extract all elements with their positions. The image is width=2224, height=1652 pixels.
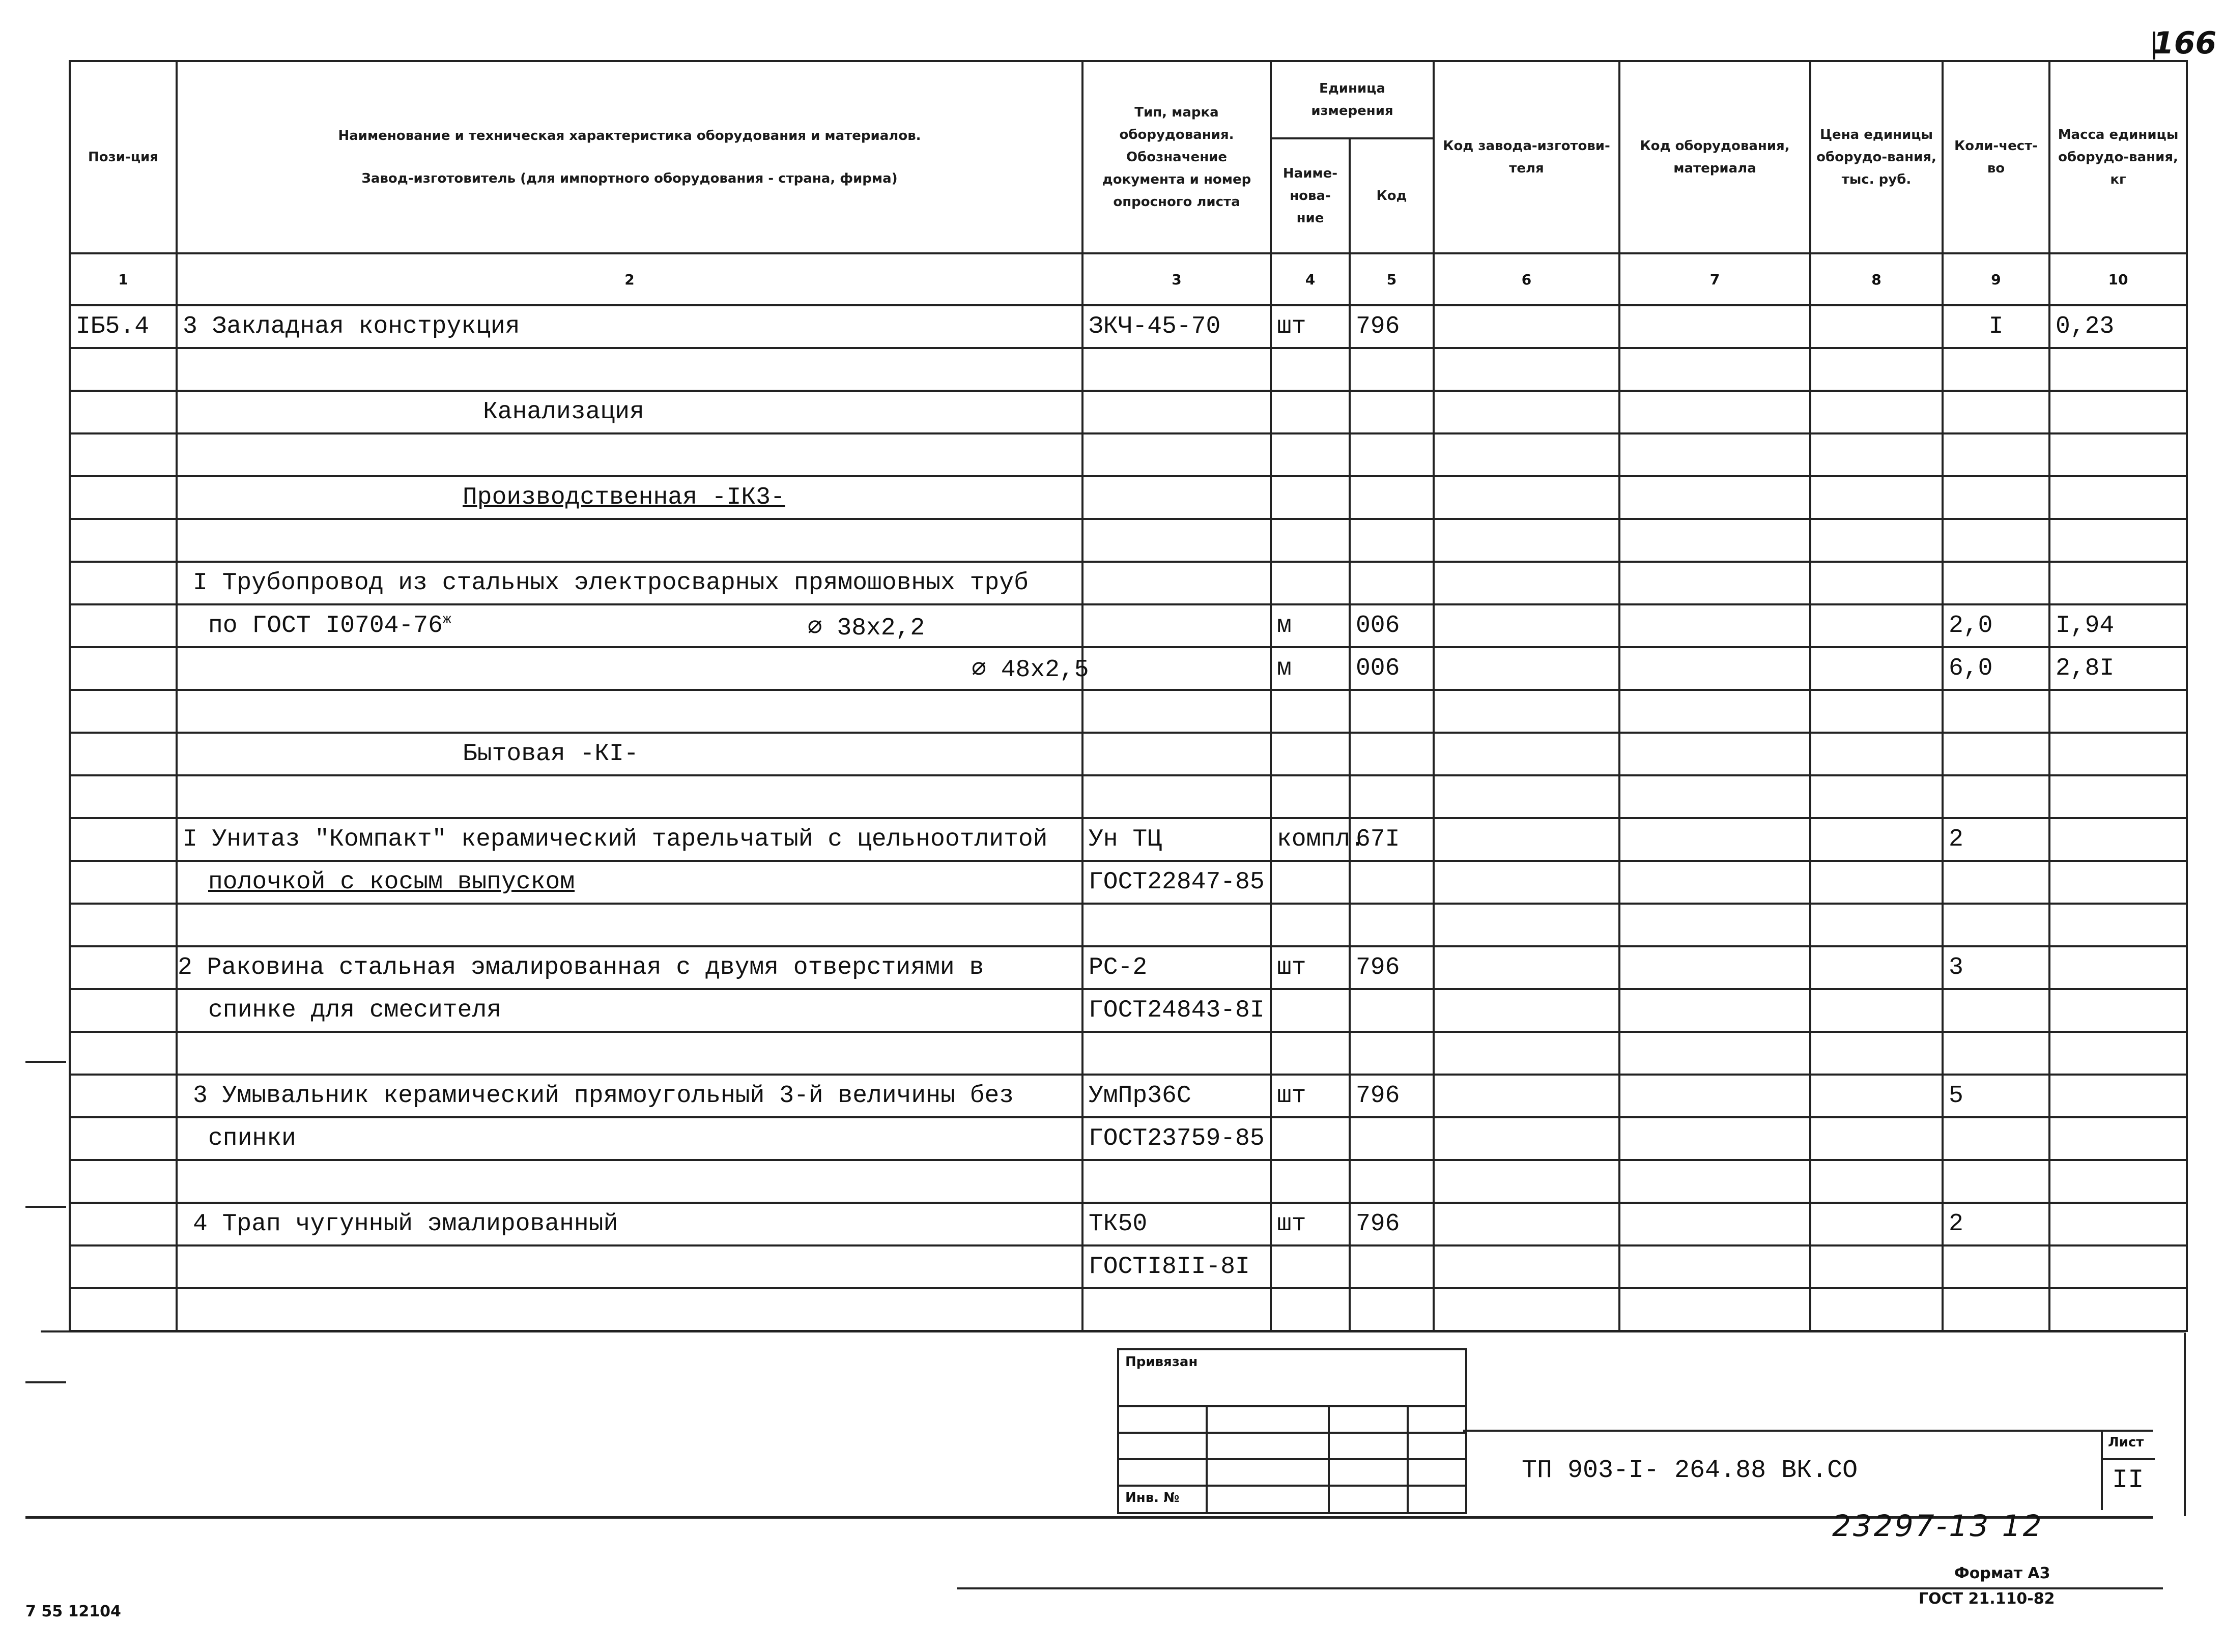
table-row (70, 476, 2187, 519)
sheet-value: II (2112, 1465, 2144, 1495)
cell-qty: 2,0 (1943, 604, 2049, 647)
column-number: 6 (1434, 253, 1619, 305)
cell-name (177, 861, 1082, 904)
table-row (70, 604, 2187, 647)
cell-name: I Трубопровод из стальных электросварных прямошовных труб (177, 562, 1082, 604)
cell-unit: компл. (1271, 818, 1350, 861)
table-row (70, 1245, 2187, 1288)
table-row (70, 989, 2187, 1032)
pipe-size: ⌀ 38х2,2 (807, 615, 925, 642)
cell-unit: м (1271, 647, 1350, 690)
footnote-mark: ж (442, 612, 451, 628)
stamp-label: Привязан (1125, 1354, 1198, 1370)
archive-code: 7 55 12104 (25, 1603, 121, 1620)
frame-line (957, 1587, 2163, 1589)
cell-code: 796 (1350, 305, 1434, 348)
cell-unit: шт (1271, 946, 1350, 989)
stamp-inventory: Инв. № (1125, 1490, 1180, 1505)
column-number: 4 (1271, 253, 1350, 305)
header-mass: Масса единицы оборудо-вания, кг (2049, 61, 2187, 253)
section-title: Бытовая -КI- (177, 733, 1082, 775)
header-quantity: Коли-чест-во (1943, 61, 2049, 253)
cell-code: 796 (1350, 1075, 1434, 1117)
cell-unit: шт (1271, 305, 1350, 348)
cell-type: ГОСТI8II-8I (1082, 1245, 1271, 1288)
sheet-box (2101, 1430, 2155, 1510)
format-label: Формат А3 (1954, 1564, 2050, 1582)
column-number: 1 (70, 253, 177, 305)
cell-type: ГОСТ22847-85 (1082, 861, 1271, 904)
column-number: 2 (177, 253, 1082, 305)
handwritten-number: 23297-13 12 (1832, 1509, 2044, 1543)
cell-name-text: полочкой с косым выпуском (208, 868, 575, 896)
gost-label: ГОСТ 21.110-82 (1919, 1590, 2055, 1608)
header-type: Тип, марка оборудования. Обозначение документа и номер опросного листа (1082, 61, 1271, 253)
section-title (177, 476, 1082, 519)
cell-mass: I,94 (2049, 604, 2187, 647)
pipe-size: ⌀ 48х2,5 (177, 647, 1082, 690)
section-title: Канализация (177, 391, 1082, 433)
cell-mass: 0,23 (2049, 305, 2187, 348)
table-row (70, 818, 2187, 861)
cell-code: 796 (1350, 946, 1434, 989)
sheet-number: 166 (2153, 25, 2217, 61)
header-equipment-code: Код оборудования, материала (1619, 61, 1810, 253)
table-row (70, 647, 2187, 690)
header-position: Пози-ция (70, 61, 177, 253)
column-number: 10 (2049, 253, 2187, 305)
header-unit-name: Наиме-нова-ние (1271, 138, 1350, 253)
cell-unit: шт (1271, 1075, 1350, 1117)
cell-type: Ун ТЦ (1082, 818, 1271, 861)
table-row (70, 562, 2187, 604)
frame-line (41, 1330, 2186, 1332)
table-row (70, 733, 2187, 775)
header-factory-code: Код завода-изготови-теля (1434, 61, 1619, 253)
cell-code: 006 (1350, 604, 1434, 647)
column-number: 5 (1350, 253, 1434, 305)
cell-qty: 2 (1943, 1203, 2049, 1245)
cell-name: 3 Закладная конструкция (177, 305, 1082, 348)
cell-type: РС-2 (1082, 946, 1271, 989)
cell-name: спинке для смесителя (177, 989, 1082, 1032)
cell-type: ЗКЧ-45-70 (1082, 305, 1271, 348)
cell-qty: 6,0 (1943, 647, 2049, 690)
cell-qty: 2 (1943, 818, 2049, 861)
table-row (70, 946, 2187, 989)
cell-name: 3 Умывальник керамический прямоугольный 3-й величины без (177, 1075, 1082, 1117)
cell-name: 4 Трап чугунный эмалированный (177, 1203, 1082, 1245)
cell-qty: 5 (1943, 1075, 2049, 1117)
title-block (1463, 1430, 2153, 1512)
document-id: ТП 903-I- 264.88 ВК.СО (1522, 1456, 1858, 1485)
header-price: Цена единицы оборудо-вания, тыс. руб. (1810, 61, 1943, 253)
header-name-line2: Завод-изготовитель (для импортного оборудования - страна, фирма) (361, 171, 898, 186)
cell-type: ГОСТ23759-85 (1082, 1117, 1271, 1160)
header-unit-code: Код (1350, 138, 1434, 253)
sheet-label: Лист (2108, 1435, 2144, 1450)
column-number: 8 (1810, 253, 1943, 305)
margin-tick (25, 1206, 66, 1208)
cell-type: ГОСТ24843-8I (1082, 989, 1271, 1032)
table-row (70, 1203, 2187, 1245)
binding-stamp (1117, 1348, 1467, 1514)
cell-qty: 3 (1943, 946, 2049, 989)
table-row (70, 1075, 2187, 1117)
cell-name: 2 Раковина стальная эмалированная с двумя отверстиями в (177, 946, 1082, 989)
table-row (70, 305, 2187, 348)
section-title-text: Производственная -IК3- (463, 484, 785, 511)
margin-tick (25, 1061, 66, 1063)
header-name (177, 61, 1082, 253)
cell-code: 67I (1350, 818, 1434, 861)
cell-type: УмПр36С (1082, 1075, 1271, 1117)
cell-code: 006 (1350, 647, 1434, 690)
cell-qty: I (1943, 305, 2049, 348)
header-name-line1: Наименование и техническая характеристика оборудования и материалов. (338, 128, 921, 143)
column-number: 7 (1619, 253, 1810, 305)
cell-name-text: по ГОСТ I0704-76 (208, 612, 443, 640)
column-number: 3 (1082, 253, 1271, 305)
cell-mass: 2,8I (2049, 647, 2187, 690)
cell-code: 796 (1350, 1203, 1434, 1245)
cell-type: ТК50 (1082, 1203, 1271, 1245)
column-number: 9 (1943, 253, 2049, 305)
cell-name (177, 604, 1082, 647)
frame-line (2184, 1333, 2186, 1516)
specification-table (69, 60, 2188, 1332)
margin-tick (25, 1381, 66, 1383)
cell-name: спинки (177, 1117, 1082, 1160)
cell-position: IБ5.4 (70, 305, 177, 348)
table-row (70, 391, 2187, 433)
table-row (70, 1117, 2187, 1160)
cell-name: I Унитаз "Компакт" керамический тарельчатый с цельноотлитой (177, 818, 1082, 861)
cell-unit: м (1271, 604, 1350, 647)
header-unit: Единица измерения (1271, 61, 1434, 138)
cell-unit: шт (1271, 1203, 1350, 1245)
table-row (70, 861, 2187, 904)
